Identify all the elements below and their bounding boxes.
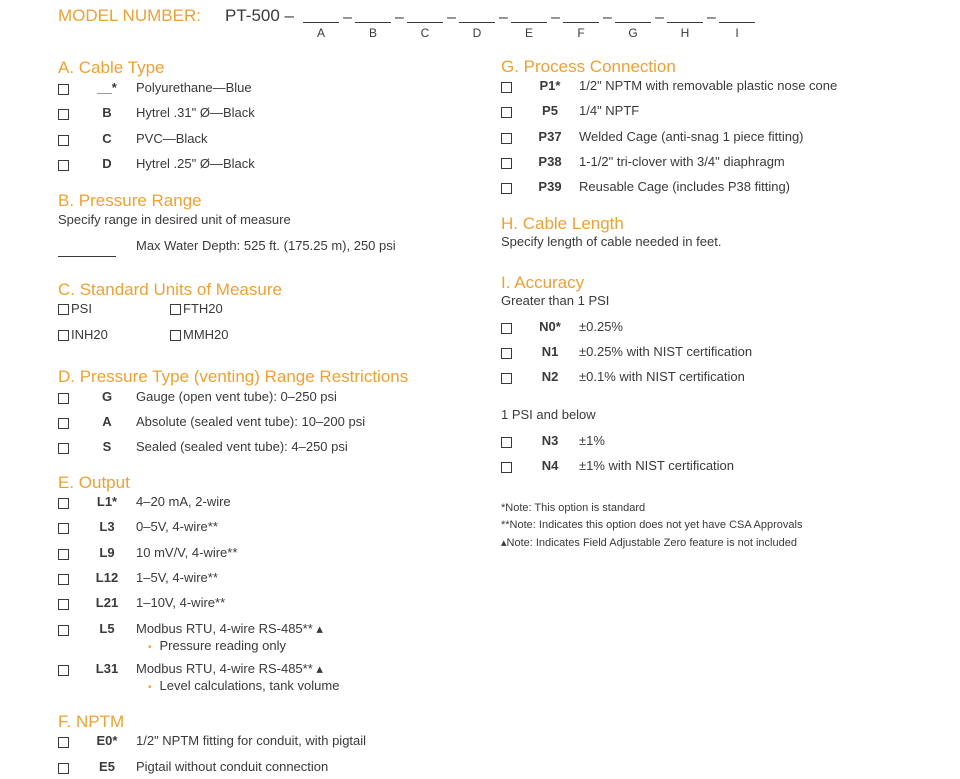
checkbox[interactable] xyxy=(58,549,69,560)
checkbox[interactable] xyxy=(58,665,69,676)
max-water-depth: Max Water Depth: 525 ft. (175.25 m), 250 psi xyxy=(136,238,396,253)
segment-letter: A xyxy=(316,26,325,40)
option-description: 1–5V, 4-wire** xyxy=(136,569,218,585)
segment-letter: G xyxy=(628,26,638,40)
option-description: Welded Cage (anti-snag 1 piece fitting) xyxy=(579,128,804,144)
section-b-note: Specify range in desired unit of measure xyxy=(58,212,291,227)
option-description: ±1% with NIST certification xyxy=(579,458,735,473)
option-code: S xyxy=(102,439,112,454)
option-description: 0–5V, 4-wire** xyxy=(136,519,218,535)
option-code: L9 xyxy=(99,544,115,560)
option-description: 1-1/2" tri-clover with 3/4" diaphragm xyxy=(579,153,785,169)
option-code: N2 xyxy=(541,369,559,384)
option-row[interactable] xyxy=(501,433,901,453)
option-description: Gauge (open vent tube): 0–250 psi xyxy=(136,389,337,404)
checkbox[interactable] xyxy=(501,373,512,384)
option-row[interactable] xyxy=(58,519,458,539)
option-code: B xyxy=(102,105,112,121)
segment-letter: E xyxy=(524,26,533,40)
option-description: Pigtail without conduit connection xyxy=(136,759,329,774)
option-row[interactable] xyxy=(501,154,901,174)
option-row[interactable] xyxy=(501,78,901,98)
option-row[interactable] xyxy=(58,389,458,409)
option-description: 4–20 mA, 2-wire xyxy=(136,494,231,509)
bullet-icon: • xyxy=(148,681,152,693)
segment-dash: – xyxy=(395,9,404,26)
section-g-title: G. Process Connection xyxy=(501,57,676,76)
checkbox[interactable] xyxy=(501,133,512,144)
checkbox[interactable] xyxy=(58,763,69,774)
checkbox[interactable] xyxy=(58,160,69,171)
option-description: Reusable Cage (includes P38 fitting) xyxy=(579,179,791,195)
segment-letter: F xyxy=(577,26,585,40)
section-i-title: I. Accuracy xyxy=(501,273,585,292)
option-description: 1/2" NPTM fitting for conduit, with pigtail xyxy=(136,733,367,748)
option-row[interactable] xyxy=(501,103,901,123)
segment-blank[interactable] xyxy=(667,22,703,23)
pressure-range-blank[interactable] xyxy=(58,256,116,257)
option-code: __* xyxy=(97,80,117,95)
option-row[interactable] xyxy=(501,458,901,478)
option-code: N1 xyxy=(541,344,559,359)
option-code: P39 xyxy=(538,179,562,195)
option-code: P5 xyxy=(542,103,558,119)
checkbox[interactable] xyxy=(58,443,69,454)
option-row[interactable] xyxy=(501,344,901,364)
section-b-title: B. Pressure Range xyxy=(58,191,202,210)
segment-dash: – xyxy=(655,9,664,26)
checkbox[interactable] xyxy=(58,625,69,636)
option-description: 1/2" NPTM with removable plastic nose cone xyxy=(579,78,838,93)
checkbox[interactable] xyxy=(58,599,69,610)
option-description: Polyurethane—Blue xyxy=(136,80,252,95)
model-prefix: PT-500 – xyxy=(225,6,294,25)
checkbox[interactable] xyxy=(58,393,69,404)
checkbox[interactable] xyxy=(170,304,181,315)
segment-letter: I xyxy=(735,26,739,40)
option-code: L12 xyxy=(95,569,119,585)
option-row[interactable] xyxy=(501,369,901,389)
checkbox[interactable] xyxy=(501,82,512,93)
option-description: ±0.1% with NIST certification xyxy=(579,369,745,384)
footnote-zero: ▴Note: Indicates Field Adjustable Zero feature is not included xyxy=(501,537,797,549)
section-a-title: A. Cable Type xyxy=(58,58,165,77)
segment-letter: C xyxy=(420,26,430,40)
option-row[interactable] xyxy=(58,494,458,514)
segment-dash: – xyxy=(447,9,456,26)
option-row[interactable] xyxy=(501,179,901,199)
option-sub-note xyxy=(148,678,339,693)
segment-dash: – xyxy=(603,9,612,26)
option-row[interactable] xyxy=(58,595,458,615)
checkbox[interactable] xyxy=(58,418,69,429)
option-code: G xyxy=(101,389,113,404)
option-row[interactable] xyxy=(58,414,458,434)
section-d-title: D. Pressure Type (venting) Range Restrictions xyxy=(58,367,409,386)
option-description: Sealed (sealed vent tube): 4–250 psi xyxy=(136,439,348,454)
option-row[interactable] xyxy=(501,319,901,339)
option-code: N0* xyxy=(539,319,561,334)
checkbox[interactable] xyxy=(58,523,69,534)
option-description: ±0.25% with NIST certification xyxy=(579,344,753,359)
option-code: L21 xyxy=(95,595,119,611)
checkbox[interactable] xyxy=(501,437,512,448)
option-description: Hytrel .25" Ø—Black xyxy=(136,155,255,171)
option-code: E5 xyxy=(99,759,115,774)
option-description: Absolute (sealed vent tube): 10–200 psi xyxy=(136,414,366,429)
option-description: ±0.25% xyxy=(579,319,623,334)
section-h-note: Specify length of cable needed in feet. xyxy=(501,234,722,249)
option-description: PVC—Black xyxy=(136,130,208,146)
option-code: L31 xyxy=(95,660,119,676)
segment-blank[interactable] xyxy=(303,22,339,23)
segment-dash: – xyxy=(707,9,716,26)
checkbox[interactable] xyxy=(170,330,181,341)
segment-blank[interactable] xyxy=(407,22,443,23)
checkbox[interactable] xyxy=(501,158,512,169)
option-code: P1* xyxy=(539,78,561,93)
segment-blank[interactable] xyxy=(615,22,651,23)
checkbox[interactable] xyxy=(501,183,512,194)
checkbox[interactable] xyxy=(501,462,512,473)
option-row[interactable] xyxy=(58,131,458,151)
option-row[interactable] xyxy=(58,156,458,176)
segment-letter: H xyxy=(680,26,690,40)
option-row[interactable] xyxy=(58,733,458,753)
section-h-title: H. Cable Length xyxy=(501,214,624,233)
checkbox[interactable] xyxy=(58,737,69,748)
option-row[interactable] xyxy=(501,129,901,149)
checkbox[interactable] xyxy=(58,574,69,585)
segment-blank[interactable] xyxy=(563,22,599,23)
checkbox[interactable] xyxy=(58,109,69,120)
option-description: Hytrel .31" Ø—Black xyxy=(136,105,255,121)
checkbox[interactable] xyxy=(58,304,69,315)
option-code: N4 xyxy=(541,458,559,473)
option-code: N3 xyxy=(541,433,559,448)
option-row[interactable] xyxy=(58,439,458,459)
segment-dash: – xyxy=(499,9,508,26)
segment-blank[interactable] xyxy=(355,22,391,23)
checkbox[interactable] xyxy=(58,330,69,341)
section-f-title: F. NPTM xyxy=(58,712,125,731)
option-row[interactable] xyxy=(58,570,458,590)
bullet-icon: • xyxy=(148,641,152,653)
option-code: E0* xyxy=(96,733,118,748)
option-row[interactable] xyxy=(58,105,458,125)
checkbox[interactable] xyxy=(58,135,69,146)
section-e-title: E. Output xyxy=(58,473,130,492)
option-code: L1* xyxy=(96,494,118,509)
section-c-title: C. Standard Units of Measure xyxy=(58,280,282,299)
segment-dash: – xyxy=(343,9,352,26)
option-code: P37 xyxy=(538,128,562,144)
section-i-note-greater: Greater than 1 PSI xyxy=(501,293,610,308)
option-code: C xyxy=(102,130,112,146)
option-sub-note xyxy=(148,638,286,653)
option-code: D xyxy=(102,155,112,171)
segment-letter: D xyxy=(472,26,482,40)
footnote-standard: *Note: This option is standard xyxy=(501,502,646,514)
option-description: Modbus RTU, 4-wire RS-485** ▴ xyxy=(136,620,323,636)
checkbox[interactable] xyxy=(501,107,512,118)
checkbox[interactable] xyxy=(501,348,512,359)
option-code: P38 xyxy=(538,153,562,169)
model-number-label: MODEL NUMBER: xyxy=(58,6,201,25)
sub-note-text: Level calculations, tank volume xyxy=(159,677,340,693)
section-i-note-below: 1 PSI and below xyxy=(501,407,596,422)
option-description: Modbus RTU, 4-wire RS-485** ▴ xyxy=(136,660,323,676)
segment-letter: B xyxy=(368,26,377,40)
option-code: A xyxy=(102,414,112,429)
segment-dash: – xyxy=(551,9,560,26)
checkbox[interactable] xyxy=(58,498,69,509)
footnote-csa: **Note: Indicates this option does not yet have CSA Approvals xyxy=(501,519,803,531)
option-row[interactable] xyxy=(58,80,458,100)
checkbox[interactable] xyxy=(501,323,512,334)
sub-note-text: Pressure reading only xyxy=(159,637,286,653)
option-row[interactable] xyxy=(58,759,458,779)
option-description: 1/4" NPTF xyxy=(579,103,640,119)
segment-blank[interactable] xyxy=(459,22,495,23)
segment-blank[interactable] xyxy=(511,22,547,23)
option-code: L3 xyxy=(99,519,115,535)
option-row[interactable] xyxy=(58,545,458,565)
option-description: 10 mV/V, 4-wire** xyxy=(136,544,238,560)
checkbox[interactable] xyxy=(58,84,69,95)
option-code: L5 xyxy=(99,620,115,636)
option-description: 1–10V, 4-wire** xyxy=(136,595,226,611)
segment-blank[interactable] xyxy=(719,22,755,23)
option-description: ±1% xyxy=(579,433,605,448)
